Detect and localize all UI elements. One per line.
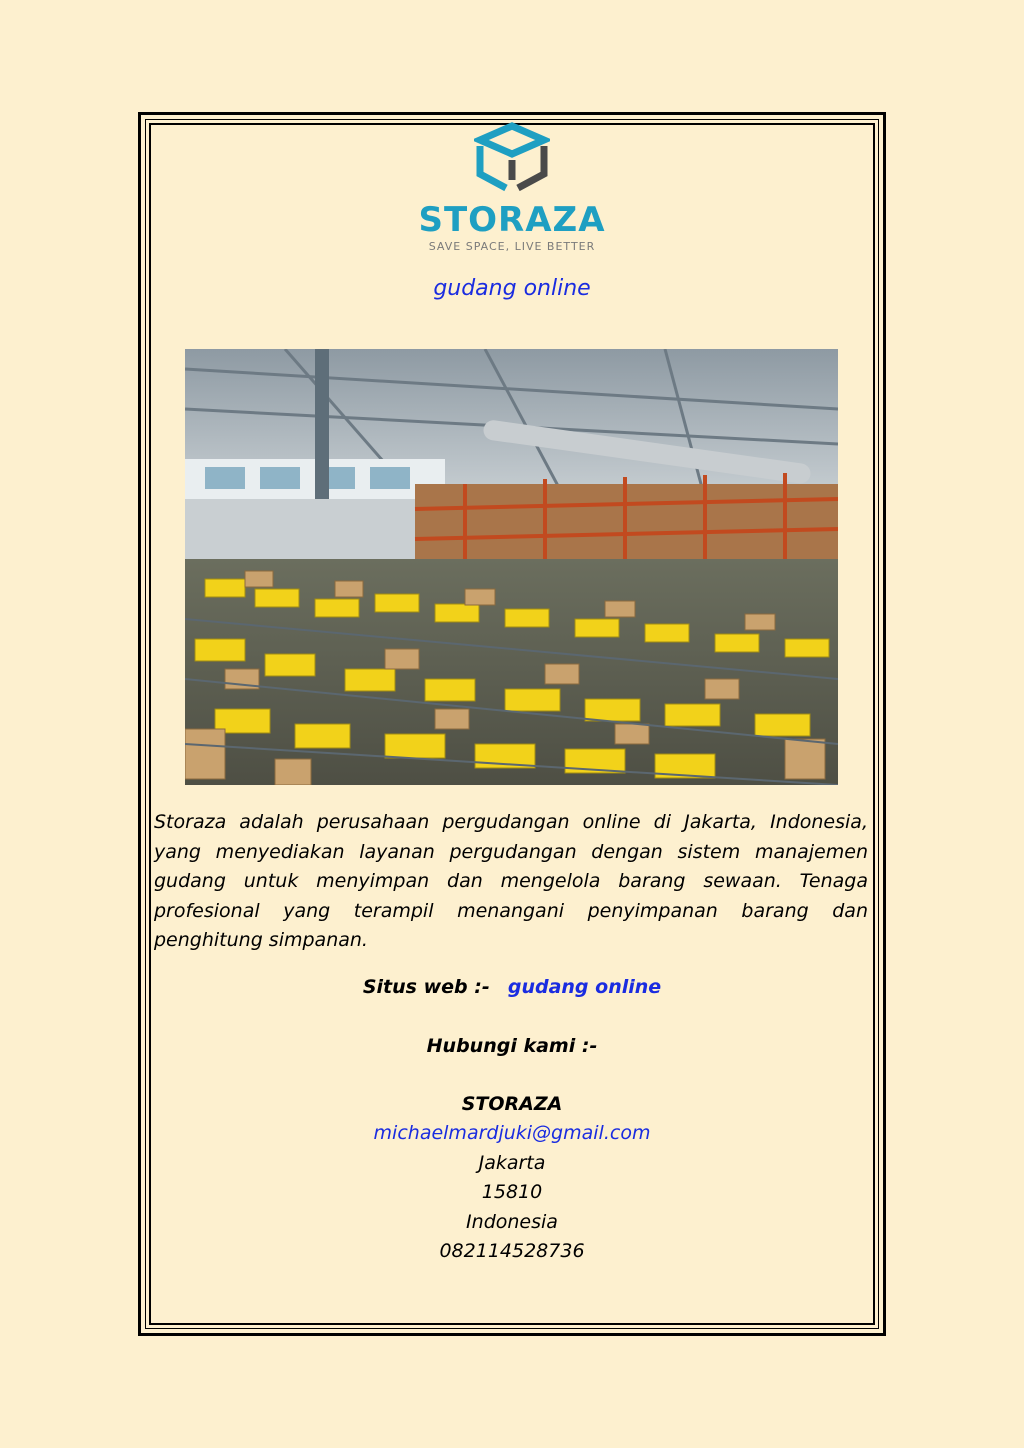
heading-link[interactable]: gudang online	[433, 276, 591, 301]
contact-postal-code: 15810	[481, 1181, 543, 1203]
contact-heading: Hubungi kami :-	[426, 1035, 598, 1057]
warehouse-photo	[185, 349, 838, 785]
storaza-box-icon	[474, 122, 550, 194]
contact-company: STORAZA	[461, 1093, 563, 1115]
website-line	[0, 976, 1024, 998]
contact-phone: 082114528736	[439, 1240, 585, 1262]
brand-logo	[0, 122, 1024, 253]
company-description: Storaza adalah perusahaan pergudangan online di Jakarta, Indonesia, yang menyediakan layanan pergudangan dengan sistem manajemen gudang untuk menyimpan dan mengelola barang sewaan. Tenaga profesional yang terampil menangani penyimpanan barang dan penghitung simpanan.	[154, 811, 868, 951]
contact-email-line	[0, 1122, 1024, 1144]
brand-tagline: SAVE SPACE, LIVE BETTER	[428, 240, 596, 253]
website-label: Situs web :-	[362, 976, 490, 998]
contact-email-link[interactable]: michaelmardjuki@gmail.com	[373, 1122, 651, 1144]
warehouse-illustration	[185, 349, 838, 785]
contact-country: Indonesia	[466, 1211, 558, 1233]
contact-city: Jakarta	[478, 1152, 546, 1174]
brand-name: STORAZA	[418, 200, 606, 240]
website-link[interactable]: gudang online	[507, 976, 662, 998]
